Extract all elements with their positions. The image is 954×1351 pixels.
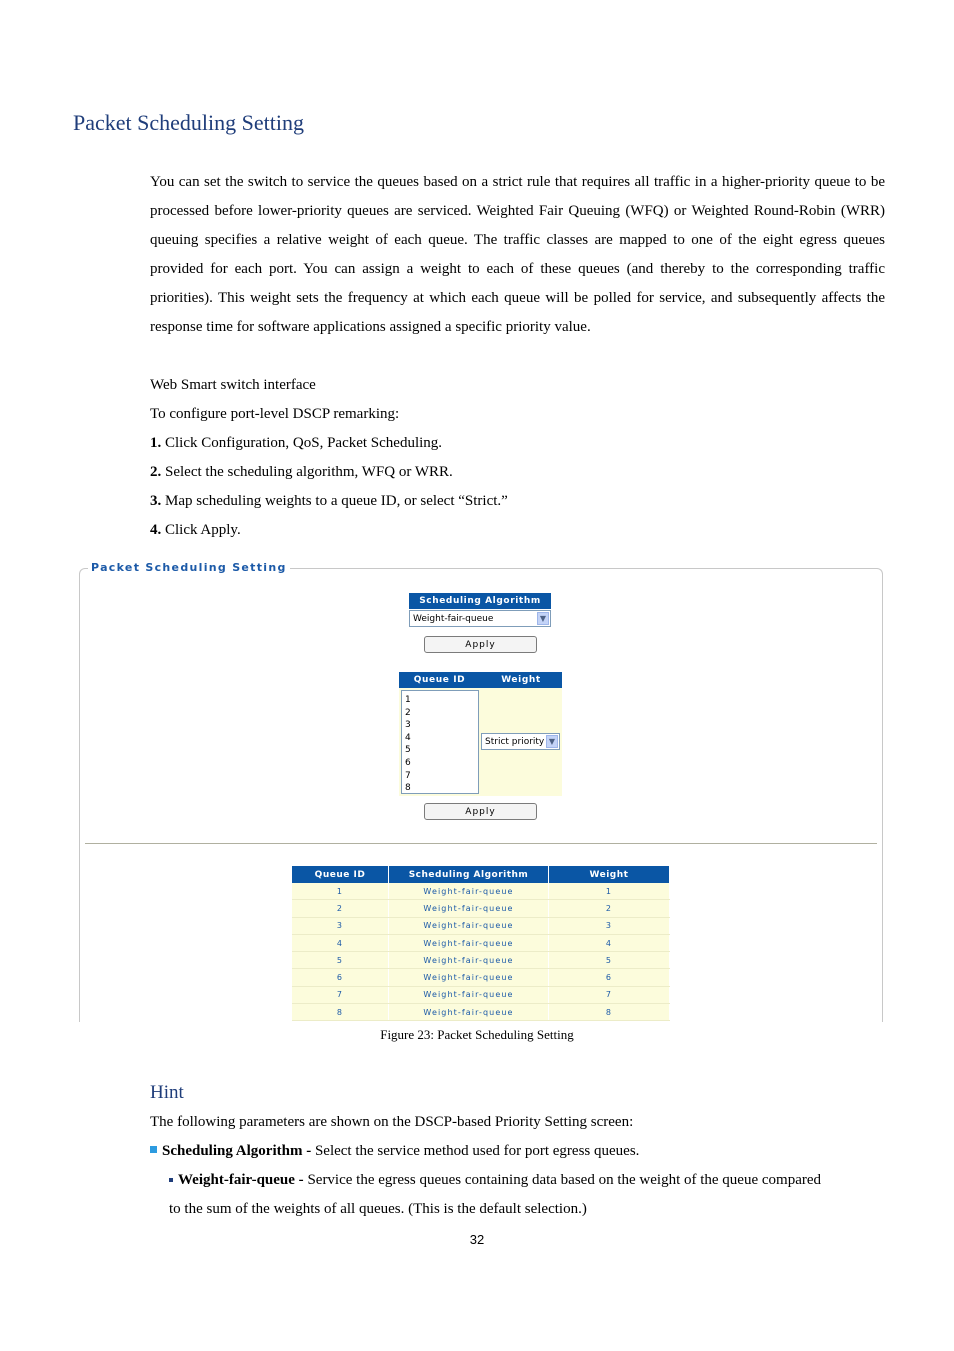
algorithm-select-value: Weight-fair-queue (413, 613, 494, 624)
cell-algorithm: Weight-fair-queue (389, 934, 549, 951)
cell-algorithm: Weight-fair-queue (389, 952, 549, 969)
cell-queue-id: 3 (292, 917, 389, 934)
cell-weight: 3 (549, 917, 670, 934)
cell-algorithm: Weight-fair-queue (389, 969, 549, 986)
table-row (292, 883, 670, 900)
page-number: 32 (469, 1232, 485, 1247)
list-item[interactable]: 8 (405, 783, 411, 794)
step-2 (150, 462, 453, 482)
weight-select-value: Strict priority (485, 736, 545, 747)
list-item[interactable]: 7 (405, 770, 411, 781)
section-heading: Packet Scheduling Setting (73, 110, 304, 135)
chevron-down-icon[interactable]: ▼ (537, 612, 549, 625)
weight-select[interactable] (481, 733, 560, 750)
chevron-down-icon[interactable]: ▼ (546, 735, 558, 748)
hint-item-weight-fair-queue (169, 1170, 821, 1190)
algorithm-header: Scheduling Algorithm (409, 593, 551, 609)
step-text: Map scheduling weights to a queue ID, or select “Strict.” (161, 493, 508, 509)
cell-queue-id: 5 (292, 952, 389, 969)
hint-heading: Hint (150, 1082, 184, 1103)
cell-weight: 4 (549, 934, 670, 951)
cell-queue-id: 4 (292, 934, 389, 951)
step-text: Click Apply. (161, 522, 241, 538)
table-header-row (292, 866, 670, 883)
list-item[interactable]: 2 (405, 707, 411, 718)
step-4 (150, 520, 241, 540)
queue-id-header: Queue ID (399, 672, 480, 688)
list-item[interactable]: 3 (405, 720, 411, 731)
square-bullet-icon (150, 1146, 157, 1153)
list-item[interactable]: 4 (405, 732, 411, 743)
small-square-bullet-icon (169, 1178, 173, 1182)
cell-weight: 6 (549, 969, 670, 986)
step-text: Select the scheduling algorithm, WFQ or WRR. (161, 464, 453, 480)
hint-item-scheduling-algorithm (150, 1141, 639, 1161)
step-1 (150, 433, 442, 453)
table-row (292, 986, 670, 1003)
step-number: 4. (150, 522, 162, 538)
cell-algorithm: Weight-fair-queue (389, 883, 549, 900)
step-3 (150, 491, 508, 511)
table-row (292, 900, 670, 917)
hint-term: Weight-fair-queue - (178, 1172, 304, 1188)
list-item[interactable]: 5 (405, 745, 411, 756)
divider (85, 843, 877, 844)
hint-term: Scheduling Algorithm - (162, 1143, 312, 1159)
hint-intro: The following parameters are shown on the DSCP-based Priority Setting screen: (150, 1114, 634, 1130)
queue-settings-table (292, 866, 670, 1021)
figure-caption: Figure 23: Packet Scheduling Setting (380, 1027, 574, 1042)
table-row (292, 969, 670, 986)
column-header: Queue ID (292, 866, 389, 883)
list-item[interactable]: 1 (405, 695, 411, 705)
cell-algorithm: Weight-fair-queue (389, 900, 549, 917)
hint-desc: Select the service method used for port egress queues. (311, 1143, 640, 1159)
cell-algorithm: Weight-fair-queue (389, 1004, 549, 1021)
cell-weight: 5 (549, 952, 670, 969)
step-number: 3. (150, 493, 162, 509)
queue-id-listbox[interactable] (401, 690, 479, 794)
cell-algorithm: Weight-fair-queue (389, 986, 549, 1003)
column-header: Weight (549, 866, 670, 883)
cell-weight: 1 (549, 883, 670, 900)
hint-desc: Service the egress queues containing data based on the weight of the queue compared (303, 1172, 822, 1188)
weight-header: Weight (480, 672, 562, 688)
interface-label: Web Smart switch interface (150, 377, 316, 393)
cell-weight: 8 (549, 1004, 670, 1021)
cell-algorithm: Weight-fair-queue (389, 917, 549, 934)
table-row (292, 1004, 670, 1021)
table-row (292, 917, 670, 934)
cell-weight: 2 (549, 900, 670, 917)
table-row (292, 934, 670, 951)
cell-queue-id: 2 (292, 900, 389, 917)
apply-weight-button[interactable]: Apply (424, 803, 537, 820)
cell-queue-id: 6 (292, 969, 389, 986)
table-row (292, 952, 670, 969)
cell-queue-id: 7 (292, 986, 389, 1003)
intro-paragraph: You can set the switch to service the queues based on a strict rule that requires all traffic in a higher-priority queue to be processed before lower-priority queues are serviced. Weighted Fair Queuing (WFQ) or Weighted Round-Robin (WRR) queuing specifies a relative weight of each queue. The traffic classes are mapped to one of the eight egress queues provided for each port. You can assign a weight to each of these queues (and thereby to the corresponding traffic priorities). This weight sets the frequency at which each queue will be polled for service, and subsequently affects the response time for software applications assigned a specific priority value. (150, 174, 885, 335)
step-text: Click Configuration, QoS, Packet Scheduling. (161, 435, 443, 451)
cell-queue-id: 8 (292, 1004, 389, 1021)
panel-title: Packet Scheduling Setting (88, 561, 290, 574)
algorithm-select[interactable] (409, 610, 551, 627)
column-header: Scheduling Algorithm (389, 866, 549, 883)
apply-algorithm-button[interactable]: Apply (424, 636, 537, 653)
cell-weight: 7 (549, 986, 670, 1003)
step-number: 2. (150, 464, 162, 480)
cell-queue-id: 1 (292, 883, 389, 900)
list-item[interactable]: 6 (405, 757, 411, 768)
config-intro: To configure port-level DSCP remarking: (150, 406, 400, 422)
step-number: 1. (150, 435, 162, 451)
hint-continuation: to the sum of the weights of all queues. (This is the default selection.) (169, 1201, 587, 1217)
